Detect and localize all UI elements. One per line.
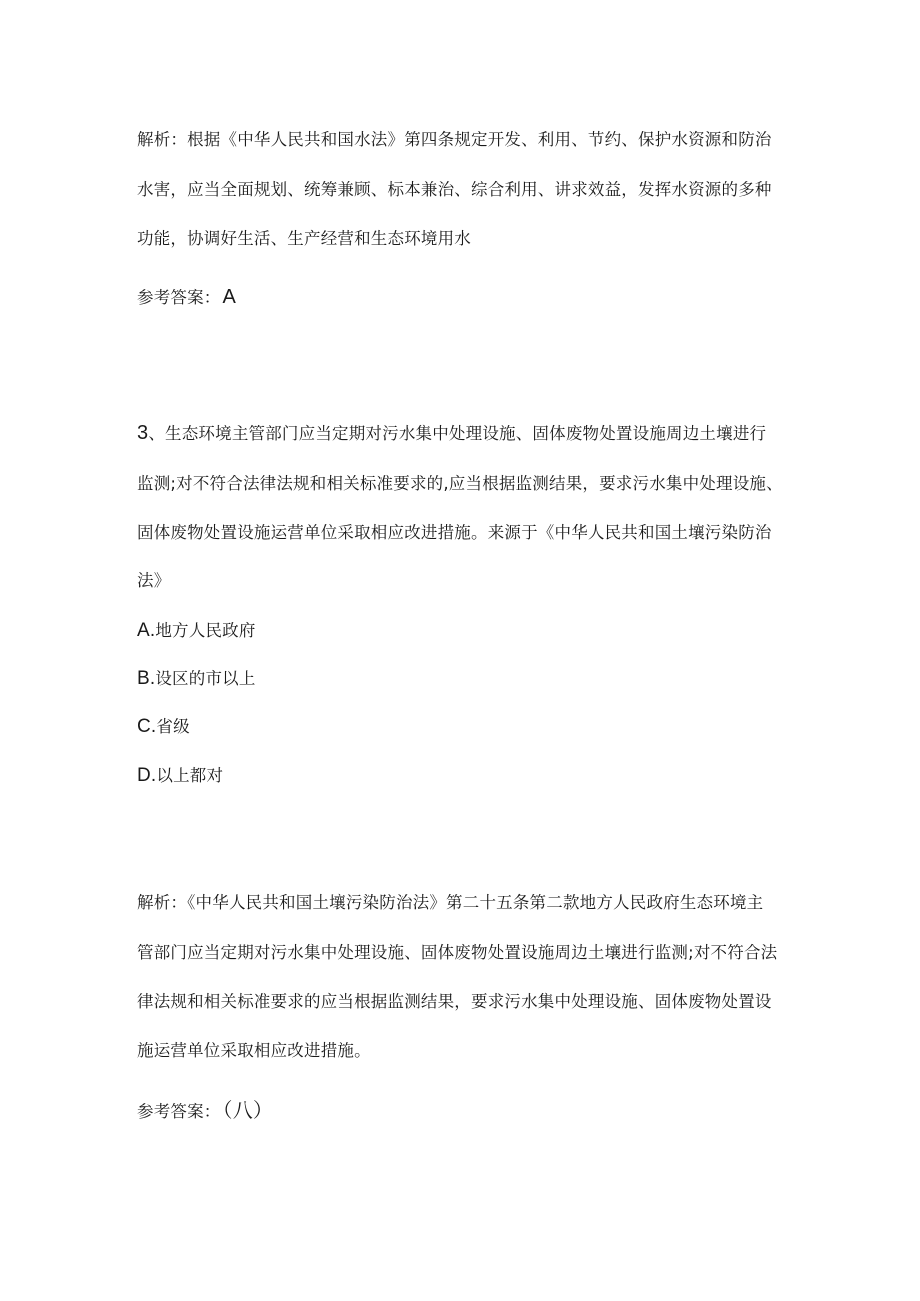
question-3-line-1 <box>137 420 766 445</box>
answer-1 <box>137 284 236 309</box>
answer-2 <box>137 1094 273 1123</box>
question-3-line-4: 法》 <box>137 571 171 590</box>
analysis-2-line-3: 律法规和相关标准要求的应当根据监测结果，要求污水集中处理设施、固体废物处置设 <box>137 992 772 1011</box>
answer-2-value: （八） <box>222 1100 274 1122</box>
analysis-1-line-3: 功能，协调好生活、生产经营和生态环境用水 <box>137 229 471 248</box>
option-a-letter: A. <box>137 620 156 641</box>
question-3-line-3: 固体废物处置设施运营单位采取相应改进措施。来源于《中华人民共和国土壤污染防治 <box>137 523 772 542</box>
option-c <box>137 713 190 738</box>
option-b-letter: B. <box>137 668 156 689</box>
option-c-letter: C. <box>137 716 157 737</box>
question-3-text-1: 、生态环境主管部门应当定期对污水集中处理设施、固体废物处置设施周边土壤进行 <box>148 424 767 443</box>
option-b <box>137 665 256 690</box>
answer-1-value: A <box>222 286 237 308</box>
option-d-letter: D. <box>137 765 157 786</box>
analysis-1-line-2: 水害，应当全面规划、统筹兼顾、标本兼治、综合利用、讲求效益，发挥水资源的多种 <box>137 180 772 199</box>
analysis-1-line-1: 解析：根据《中华人民共和国水法》第四条规定开发、利用、节约、保护水资源和防治 <box>137 130 772 149</box>
analysis-2-line-1: 解析：《中华人民共和国土壤污染防治法》第二十五条第二款地方人民政府生态环境主 <box>137 893 764 912</box>
answer-2-label: 参考答案： <box>137 1102 221 1121</box>
option-a <box>137 617 256 642</box>
analysis-2-line-4: 施运营单位采取相应改进措施。 <box>137 1041 371 1060</box>
question-3-number: 3 <box>137 422 149 444</box>
option-a-text: 地方人民政府 <box>155 621 256 640</box>
option-b-text: 设区的市以上 <box>155 669 256 688</box>
question-3-line-2: 监测;对不符合法律法规和相关标准要求的,应当根据监测结果，要求污水集中处理设施、 <box>137 474 783 493</box>
option-c-text: 省级 <box>156 717 190 736</box>
analysis-2-line-2: 管部门应当定期对污水集中处理设施、固体废物处置设施周边土壤进行监测;对不符合法 <box>137 943 778 962</box>
answer-1-label: 参考答案： <box>137 288 221 307</box>
option-d-text: 以上都对 <box>156 766 224 785</box>
option-d <box>137 762 223 787</box>
